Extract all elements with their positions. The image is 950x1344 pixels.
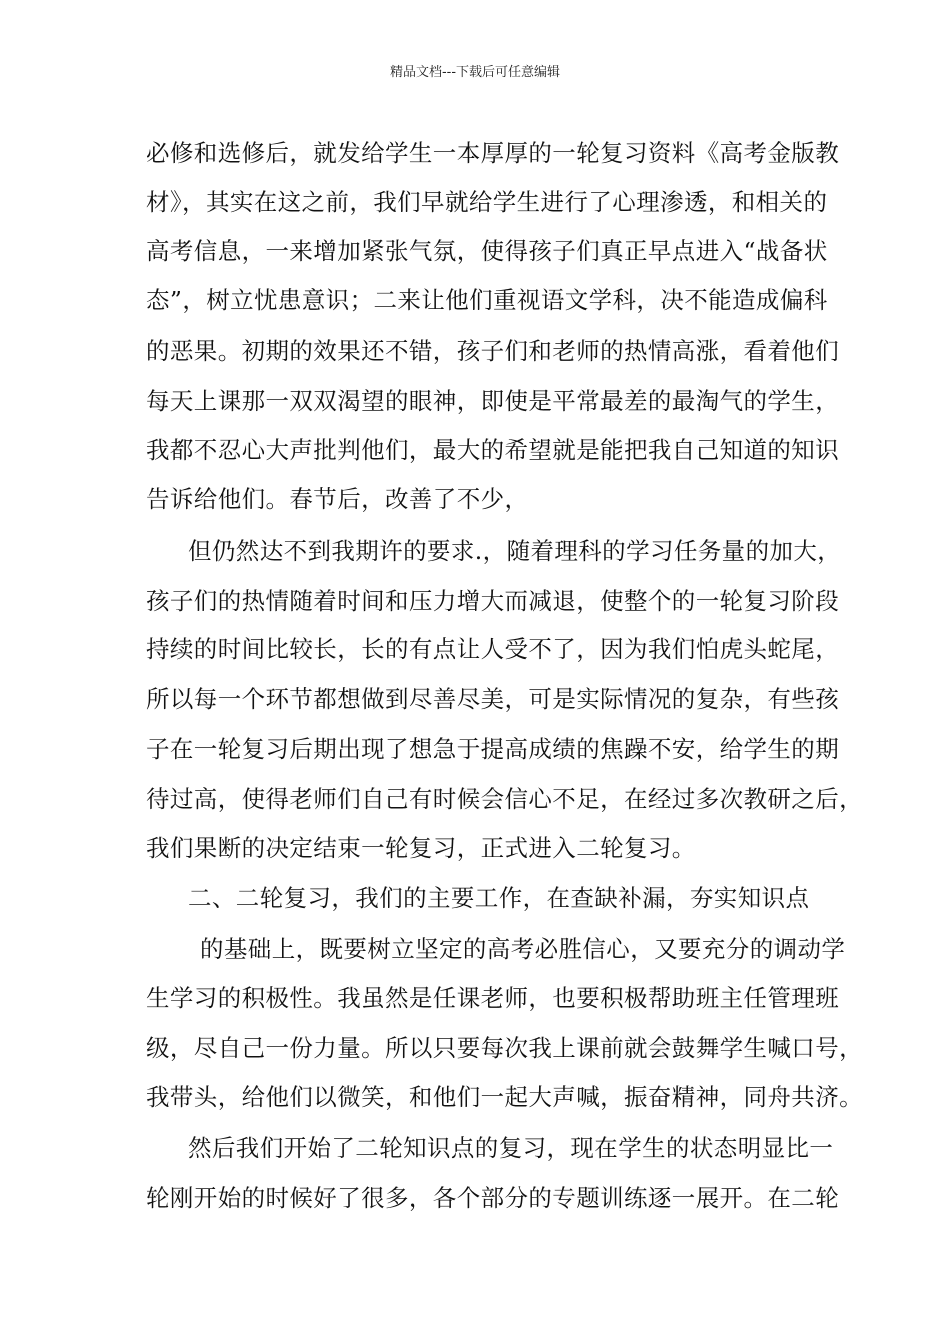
body-line: 必修和选修后，就发给学生一本厚厚的一轮复习资料《高考金版教 [146,139,840,167]
body-line: 二、二轮复习，我们的主要工作，在查缺补漏，夯实知识点 [188,884,810,912]
body-line: 我们果断的决定结束一轮复习，正式进入二轮复习。 [146,834,696,862]
body-line: 待过高，使得老师们自己有时候会信心不足，在经过多次教研之后， [146,785,863,813]
body-line: 我带头，给他们以微笑，和他们一起大声喊，振奋精神，同舟共济。 [146,1083,863,1111]
body-line: 持续的时间比较长，长的有点让人受不了，因为我们怕虎头蛇尾， [146,635,840,663]
body-line: 材》，其实在这之前，我们早就给学生进行了心理渗透，和相关的 [146,188,828,216]
body-line: 的基础上，既要树立坚定的高考必胜信心，又要充分的调动学 [200,935,846,963]
body-line: 所以每一个环节都想做到尽善尽美，可是实际情况的复杂，有些孩 [146,685,840,713]
body-line: 级，尽自己一份力量。所以只要每次我上课前就会鼓舞学生喊口号， [146,1034,863,1062]
body-line: 但仍然达不到我期许的要求.，随着理科的学习任务量的加大， [188,537,842,565]
body-line: 每天上课那一双双渴望的眼神，即使是平常最差的最淘气的学生， [146,387,840,415]
body-line: 态”，树立忧患意识；二来让他们重视语文学科，决不能造成偏科 [146,286,828,314]
body-line: 然后我们开始了二轮知识点的复习，现在学生的状态明显比一 [188,1134,834,1162]
body-line: 生学习的积极性。我虽然是任课老师，也要积极帮助班主任管理班 [146,984,840,1012]
body-line: 的恶果。初期的效果还不错，孩子们和老师的热情高涨，看着他们 [146,337,840,365]
body-line: 告诉给他们。春节后，改善了不少， [146,485,529,513]
body-line: 高考信息，一来增加紧张气氛，使得孩子们真正早点进入“战备状 [146,237,828,265]
body-line: 孩子们的热情随着时间和压力增大而减退，使整个的一轮复习阶段 [146,587,840,615]
body-line: 轮刚开始的时候好了很多，各个部分的专题训练逐一展开。在二轮 [146,1184,840,1212]
page-header: 精品文档---下载后可任意编辑 [389,65,561,80]
body-line: 子在一轮复习后期出现了想急于提高成绩的焦躁不安，给学生的期 [146,735,840,763]
body-line: 我都不忍心大声批判他们，最大的希望就是能把我自己知道的知识 [146,436,840,464]
